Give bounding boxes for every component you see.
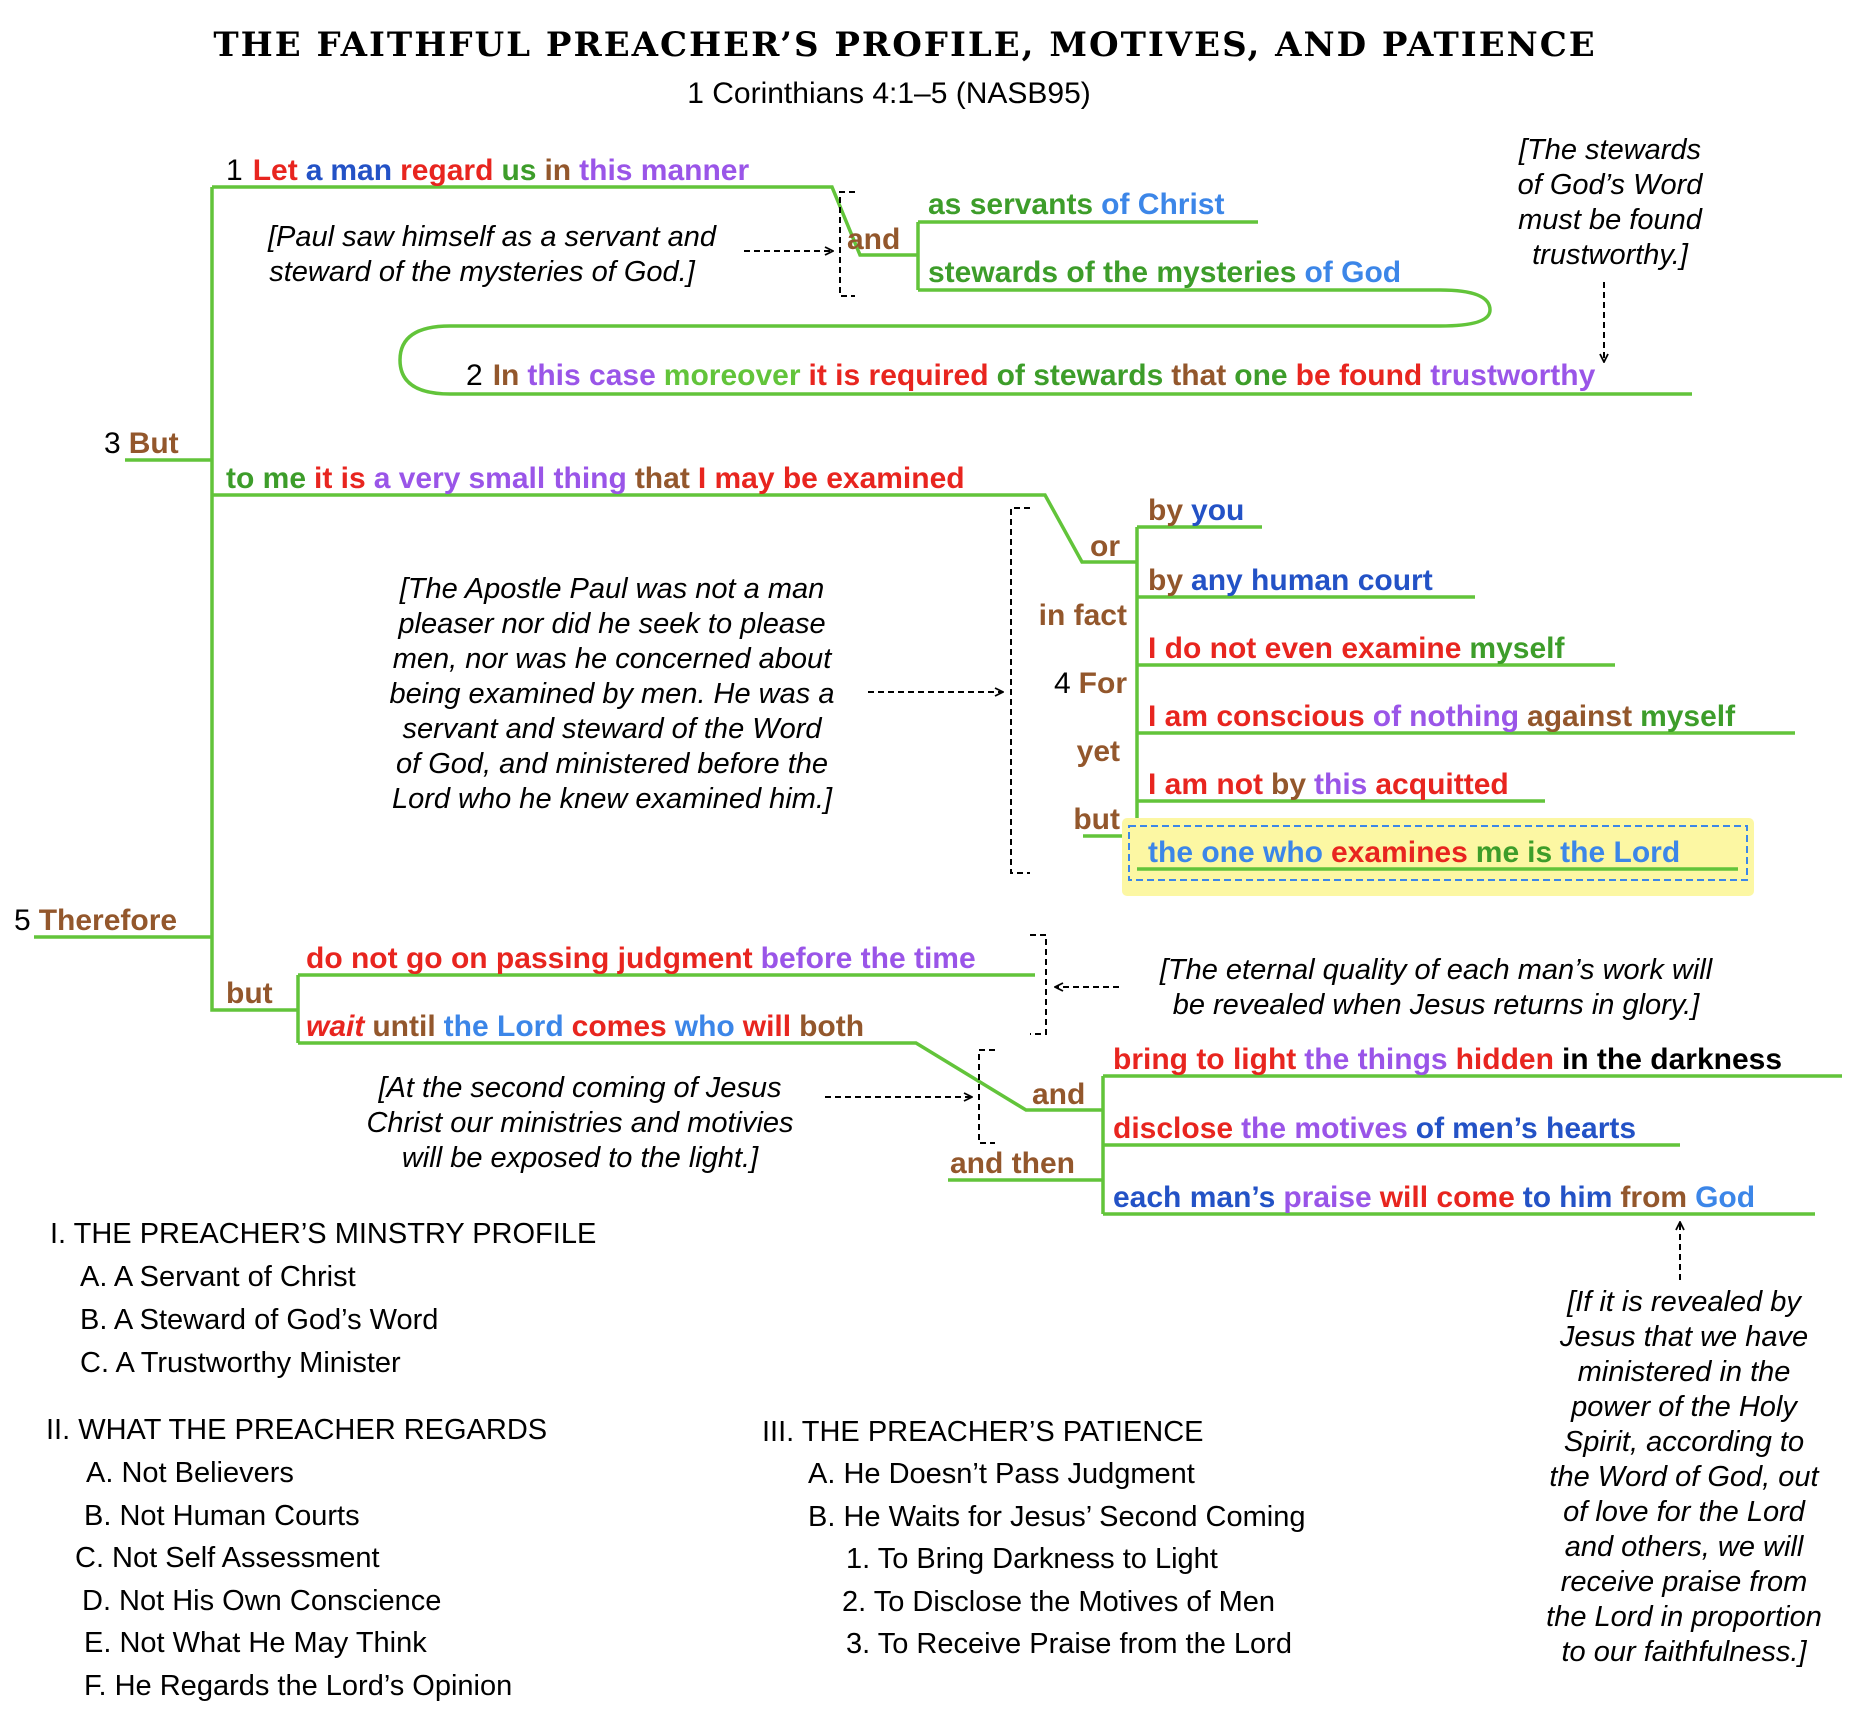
- note-eternal: [1159, 954, 1714, 1021]
- word-nothing: nothing: [1409, 700, 1520, 733]
- verse-number-1: 1: [226, 154, 243, 187]
- word-the-lord: the Lord: [1560, 836, 1681, 869]
- svg-text:will be exposed to the light.]: will be exposed to the light.]: [401, 1142, 759, 1174]
- svg-text:and others, we will: and others, we will: [1564, 1531, 1804, 1563]
- svg-text:[Paul saw himself as a servant: [Paul saw himself as a servant and: [267, 221, 717, 253]
- connector-but-4: but: [1073, 803, 1120, 836]
- word-before-the-time: before the time: [760, 942, 976, 975]
- svg-text:men, nor was he concerned abou: men, nor was he concerned about: [392, 643, 832, 675]
- word-to-me: to me: [226, 462, 307, 495]
- note-revealed: [1546, 1286, 1822, 1668]
- svg-text:servant and steward of the Wor: servant and steward of the Word: [402, 713, 822, 745]
- connector-but-3: But: [128, 427, 179, 460]
- connector-or: or: [1090, 530, 1120, 563]
- outline-heading-2: II. WHAT THE PREACHER REGARDS: [46, 1414, 548, 1446]
- svg-text:of God’s Word: of God’s Word: [1517, 169, 1703, 201]
- lord-examines-text: [1148, 836, 1680, 869]
- svg-text:Jesus that we have: Jesus that we have: [1559, 1321, 1809, 1353]
- not-examine-line: [1148, 632, 1565, 665]
- disclose-line: [1113, 1112, 1636, 1145]
- by-you-line: [1148, 494, 1244, 527]
- word-of-christ: of Christ: [1101, 188, 1225, 221]
- outline-item: B. Not Human Courts: [84, 1500, 360, 1532]
- svg-text:Christ our ministries and moti: Christ our ministries and motivies: [366, 1107, 794, 1139]
- outline-item: A. Not Believers: [86, 1457, 294, 1489]
- svg-text:[If it is revealed by: [If it is revealed by: [1567, 1286, 1801, 1318]
- word-this-case: this case: [527, 359, 656, 392]
- word-moreover: moreover: [663, 359, 801, 392]
- word-him: him: [1559, 1181, 1613, 1214]
- svg-text:power of the Holy: power of the Holy: [1571, 1391, 1797, 1423]
- note-stewards-trust: [1518, 134, 1704, 271]
- outline-section-1: [50, 1218, 596, 1379]
- connector-therefore: Therefore: [38, 904, 178, 937]
- for-4-label: [1054, 667, 1127, 700]
- acquitted-line: [1148, 768, 1509, 801]
- word-against: against: [1527, 700, 1633, 733]
- main-vertical-line: [125, 187, 1137, 937]
- verse-number-4: 4: [1053, 667, 1071, 700]
- word-us: us: [501, 154, 537, 187]
- svg-text:[At the second coming of Jesus: [At the second coming of Jesus: [378, 1072, 782, 1104]
- note-apostle: [390, 573, 835, 815]
- conscious-line: [1148, 700, 1736, 733]
- do-not-judge-line: [306, 942, 976, 975]
- servants-line: [928, 188, 1224, 221]
- praise-line: [1113, 1181, 1755, 1214]
- word-this-manner: this manner: [579, 154, 750, 187]
- word-bring-to-light: bring to light: [1113, 1043, 1297, 1076]
- word-myself: myself: [1469, 632, 1565, 665]
- word-the-one-who: the one who: [1148, 836, 1323, 869]
- bracket-v5-light: [979, 1050, 995, 1143]
- svg-text:Lord who he knew examined him.: Lord who he knew examined him.]: [391, 783, 833, 815]
- but-3-label: [104, 427, 179, 460]
- connector-for-4: For: [1078, 667, 1127, 700]
- outline-item: E. Not What He May Think: [84, 1627, 427, 1659]
- word-praise: praise: [1283, 1181, 1372, 1214]
- word-as-servants: as servants: [928, 188, 1094, 221]
- connector-yet: yet: [1076, 735, 1120, 768]
- word-the-things: the things: [1304, 1043, 1448, 1076]
- word-by: by: [1148, 494, 1184, 527]
- word-mens-hearts: men’s hearts: [1452, 1112, 1637, 1145]
- verse-number-3: 3: [104, 427, 121, 460]
- word-regard: regard: [400, 154, 494, 187]
- word-in: in: [544, 154, 572, 187]
- word-of-2: of: [1415, 1112, 1445, 1145]
- word-in-the-darkness: in the darkness: [1561, 1043, 1783, 1076]
- svg-text:receive praise from: receive praise from: [1560, 1566, 1808, 1598]
- word-is: is: [1527, 836, 1553, 869]
- word-myself-2: myself: [1640, 700, 1736, 733]
- word-by-3: by: [1271, 768, 1307, 801]
- word-both: both: [799, 1010, 865, 1043]
- wait-line: [306, 1010, 864, 1043]
- word-examines: examines: [1331, 836, 1468, 869]
- connector-but-5: but: [226, 977, 273, 1010]
- word-to: to: [1522, 1181, 1552, 1214]
- word-man: man: [330, 154, 393, 187]
- outline-item: C. A Trustworthy Minister: [80, 1347, 401, 1379]
- note-paul-servant: [267, 221, 717, 288]
- verse-number-2: 2: [466, 359, 483, 392]
- connector-and-1: and: [847, 223, 901, 256]
- svg-text:the Word of God, out: the Word of God, out: [1549, 1461, 1819, 1493]
- outline-heading-3: III. THE PREACHER’S PATIENCE: [762, 1416, 1204, 1448]
- bring-line: [1113, 1043, 1782, 1076]
- page-title: THE FAITHFUL PREACHER’S PROFILE, MOTIVES, AND PATIENCE: [213, 25, 1597, 65]
- svg-text:to our faithfulness.]: to our faithfulness.]: [1561, 1636, 1807, 1668]
- word-it-is-required: it is required: [808, 359, 989, 392]
- word-will-come: will come: [1379, 1181, 1515, 1214]
- verse2-line: [466, 359, 1596, 392]
- word-the-motives: the motives: [1241, 1112, 1408, 1145]
- outline-item: F. He Regards the Lord’s Opinion: [84, 1670, 513, 1702]
- word-acquitted: acquitted: [1375, 768, 1509, 801]
- svg-text:steward of the mysteries of Go: steward of the mysteries of God.]: [269, 256, 695, 288]
- word-god: God: [1695, 1181, 1756, 1214]
- bracket-v3-4: [1011, 508, 1030, 873]
- word-be-found: be found: [1295, 359, 1423, 392]
- outline-item: 2. To Disclose the Motives of Men: [842, 1586, 1276, 1618]
- connector-in-fact: in fact: [1038, 599, 1127, 632]
- word-in-2: In: [492, 359, 520, 392]
- word-of: of: [1372, 700, 1402, 733]
- word-who: who: [674, 1010, 735, 1043]
- svg-text:[The eternal quality of each m: [The eternal quality of each man’s work will: [1159, 954, 1713, 986]
- word-i-do-not-examine: I do not even examine: [1148, 632, 1462, 665]
- word-comes: comes: [571, 1010, 667, 1043]
- word-this: this: [1314, 768, 1368, 801]
- therefore-label: [14, 904, 177, 937]
- outline-item: D. Not His Own Conscience: [82, 1585, 442, 1617]
- outline-item: B. A Steward of God’s Word: [80, 1304, 439, 1336]
- word-each-mans: each man’s: [1113, 1181, 1276, 1214]
- svg-text:being examined by men. He was: being examined by men. He was a: [389, 678, 835, 710]
- by-court-line: [1148, 564, 1433, 597]
- word-until: until: [372, 1010, 436, 1043]
- outline-item: 3. To Receive Praise from the Lord: [846, 1628, 1292, 1660]
- svg-text:of God, and ministered before: of God, and ministered before the: [395, 748, 829, 780]
- svg-text:trustworthy.]: trustworthy.]: [1532, 239, 1688, 271]
- connector-and-then: and then: [950, 1147, 1075, 1180]
- word-that-3: that: [634, 462, 690, 495]
- outline-item: 1. To Bring Darkness to Light: [846, 1543, 1218, 1575]
- word-i-may-be-examined: I may be examined: [697, 462, 965, 495]
- svg-text:of love for the Lord: of love for the Lord: [1563, 1496, 1805, 1528]
- outline-section-3: [762, 1416, 1306, 1660]
- word-you: you: [1191, 494, 1245, 527]
- svg-text:Spirit, according to: Spirit, according to: [1563, 1426, 1805, 1458]
- svg-text:the Lord in proportion: the Lord in proportion: [1546, 1601, 1822, 1633]
- word-small-thing: small thing: [468, 462, 627, 495]
- outline-item: A. He Doesn’t Pass Judgment: [808, 1458, 1195, 1490]
- word-that: that: [1171, 359, 1227, 392]
- word-a-very: a very: [373, 462, 461, 495]
- word-from: from: [1620, 1181, 1688, 1214]
- word-by-2: by: [1148, 564, 1184, 597]
- connector-and-5: and: [1032, 1078, 1086, 1111]
- word-wait: wait: [306, 1010, 365, 1043]
- word-of-god: of God: [1304, 256, 1402, 289]
- stewards-line: [928, 256, 1401, 289]
- word-let: Let: [252, 154, 298, 187]
- word-a: a: [305, 154, 323, 187]
- outline-item: A. A Servant of Christ: [80, 1261, 356, 1293]
- outline-section-2: [46, 1414, 547, 1702]
- svg-text:[The stewards: [The stewards: [1518, 134, 1702, 166]
- verse1-line: [226, 154, 749, 187]
- outline-heading-1: I. THE PREACHER’S MINSTRY PROFILE: [50, 1218, 597, 1250]
- word-do-not-judge: do not go on passing judgment: [306, 942, 753, 975]
- word-any-human-court: any human court: [1191, 564, 1433, 597]
- page-subtitle: 1 Corinthians 4:1–5 (NASB95): [687, 77, 1091, 110]
- word-it-is: it is: [314, 462, 366, 495]
- outline-item: C. Not Self Assessment: [75, 1542, 380, 1574]
- svg-text:pleaser nor did he seek to ple: pleaser nor did he seek to please: [398, 608, 826, 640]
- svg-text:ministered in the: ministered in the: [1577, 1356, 1791, 1388]
- word-of-stewards: of stewards: [996, 359, 1164, 392]
- word-one: one: [1234, 359, 1288, 392]
- word-me: me: [1475, 836, 1520, 869]
- word-hidden: hidden: [1455, 1043, 1554, 1076]
- svg-text:[The Apostle Paul was not a ma: [The Apostle Paul was not a man: [399, 573, 825, 605]
- note-second-coming: [366, 1072, 793, 1174]
- svg-text:must be found: must be found: [1518, 204, 1702, 236]
- word-stewards-mysteries: stewards of the mysteries: [928, 256, 1297, 289]
- word-i-am-not: I am not: [1148, 768, 1264, 801]
- bracket-v5-judgment: [1030, 935, 1046, 1034]
- verse-number-5: 5: [14, 904, 31, 937]
- word-the-lord-2: the Lord: [443, 1010, 564, 1043]
- verse3-4-lines: [1083, 527, 1795, 869]
- word-disclose: disclose: [1113, 1112, 1234, 1145]
- outline-item: B. He Waits for Jesus’ Second Coming: [808, 1501, 1306, 1533]
- word-trustworthy: trustworthy: [1430, 359, 1596, 392]
- word-will: will: [742, 1010, 792, 1043]
- word-i-am-conscious: I am conscious: [1148, 700, 1365, 733]
- verse3-line: [226, 462, 965, 495]
- svg-text:be revealed when Jesus returns: be revealed when Jesus returns in glory.]: [1172, 989, 1700, 1021]
